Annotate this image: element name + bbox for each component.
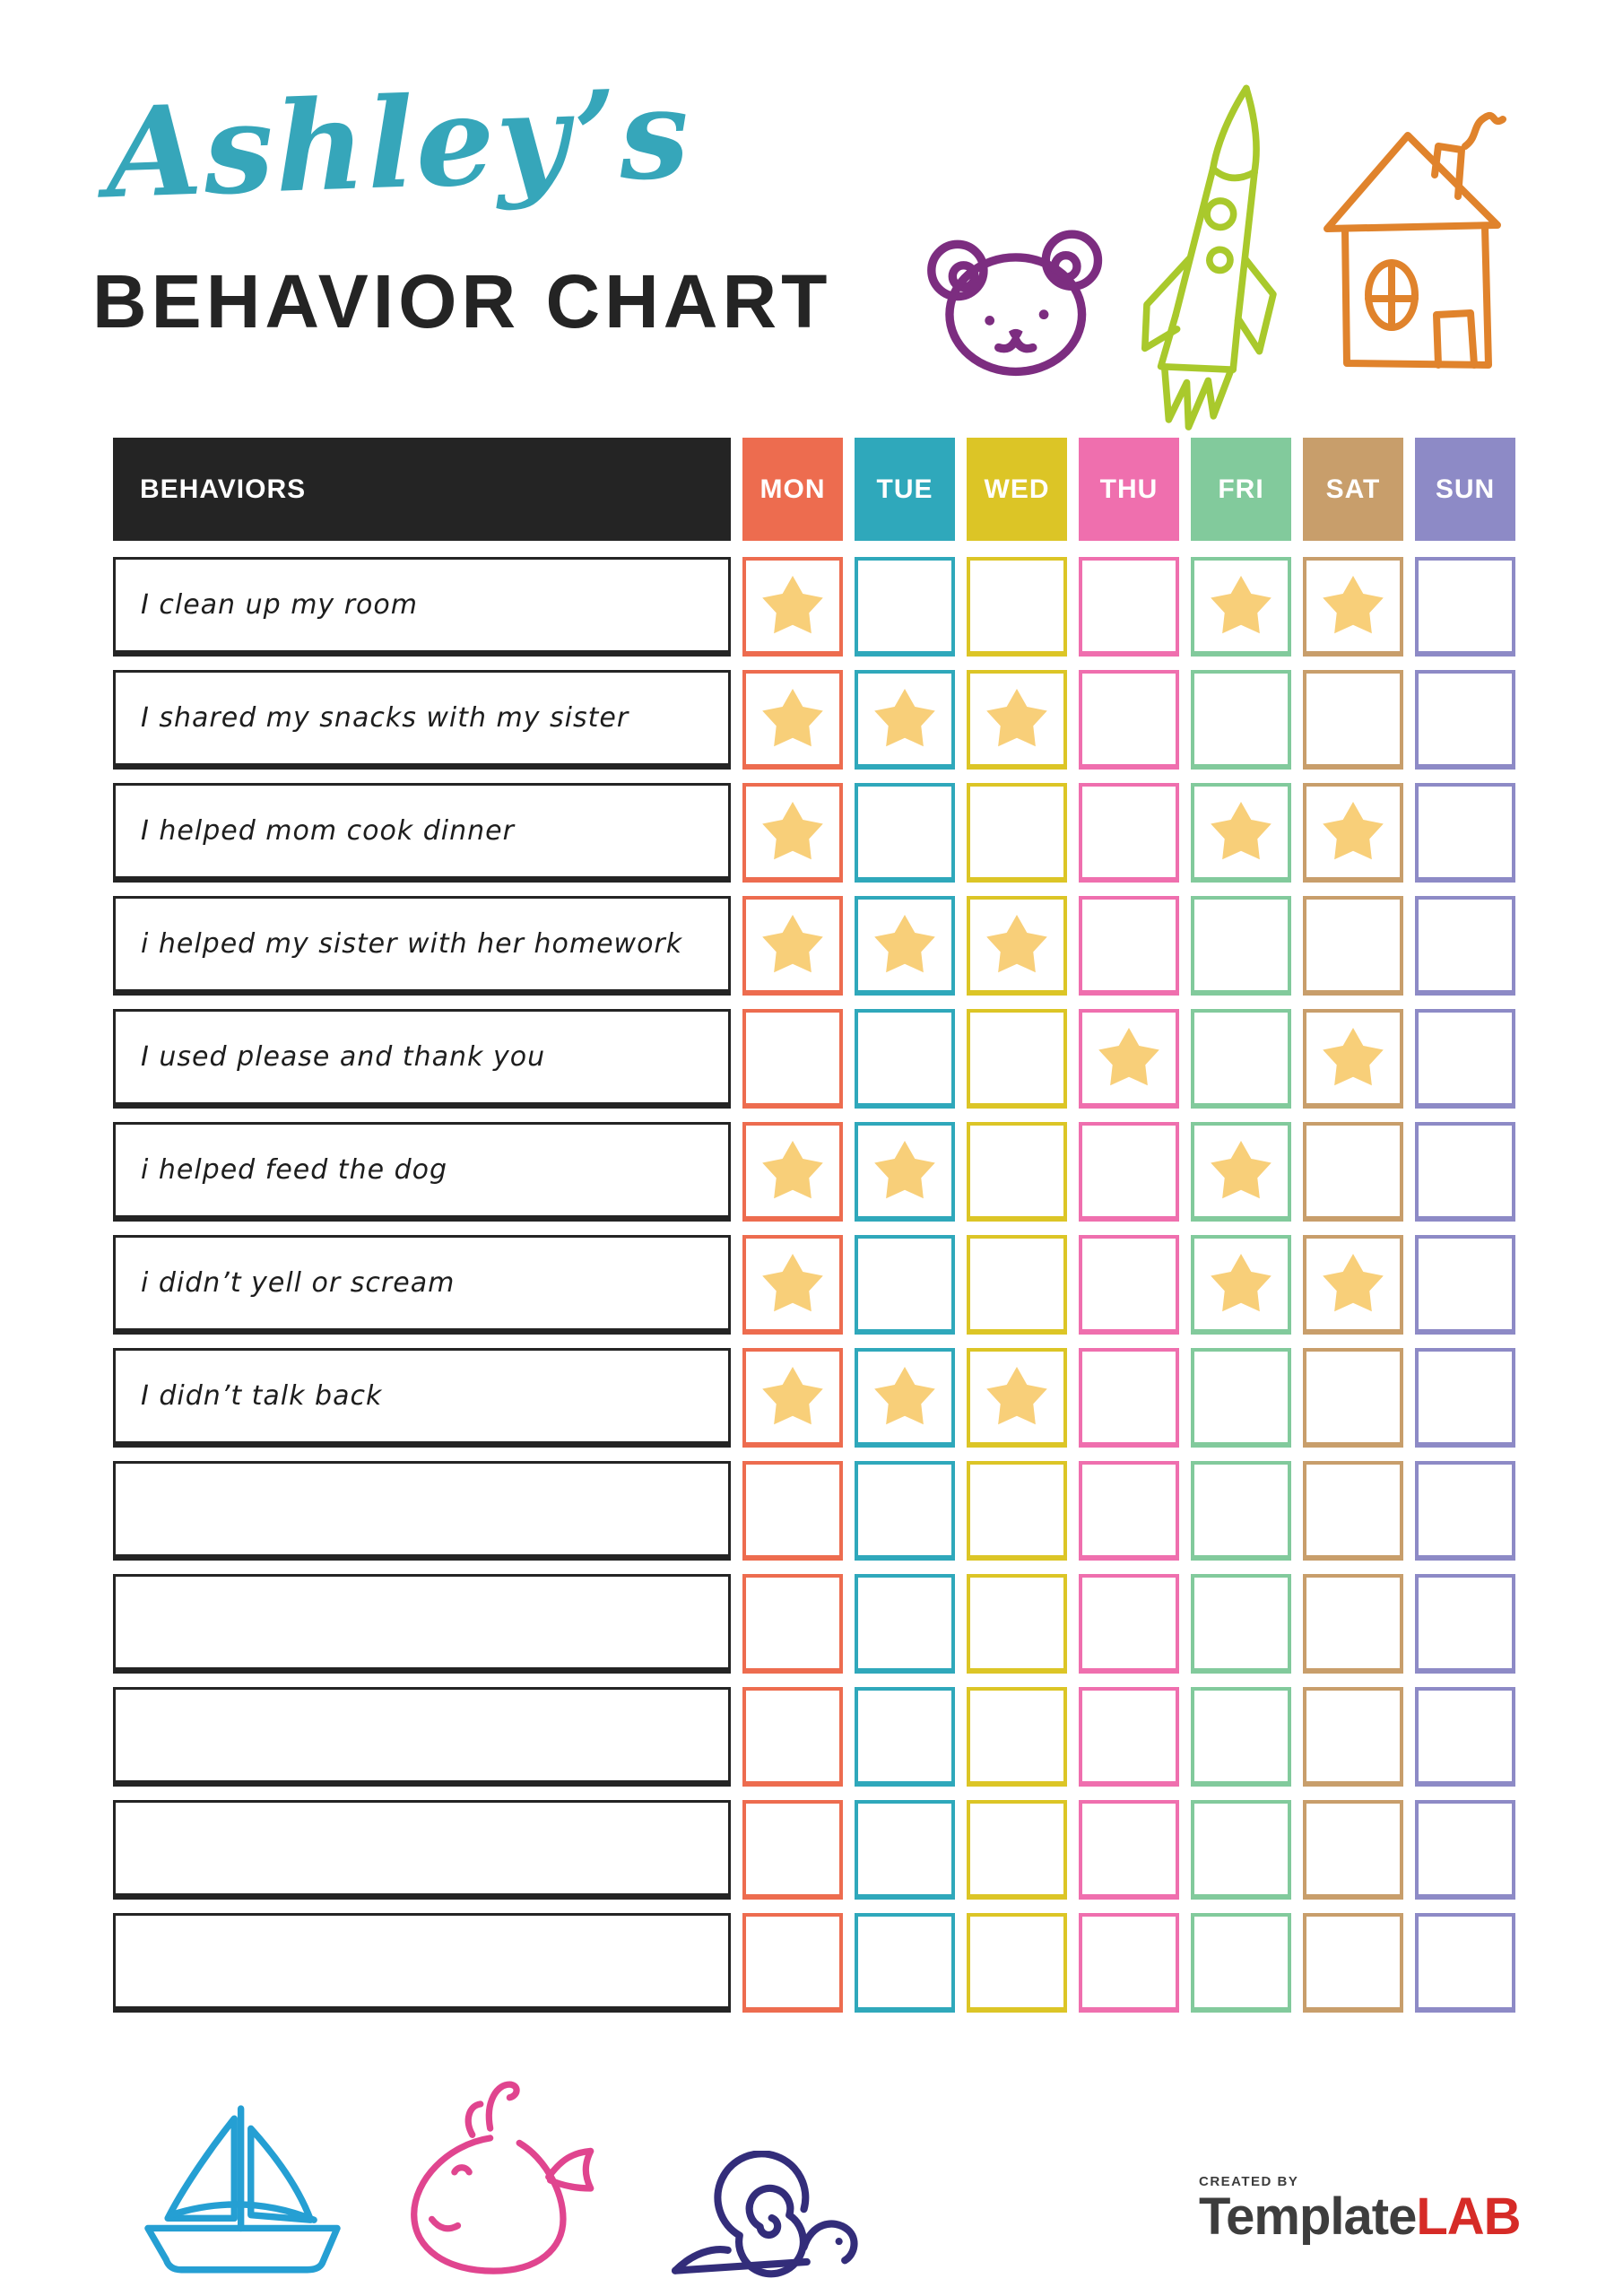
- day-cell-sat[interactable]: [1303, 783, 1403, 883]
- star-icon: [1320, 799, 1386, 865]
- day-cell-wed[interactable]: [967, 557, 1067, 657]
- day-cell-fri[interactable]: [1191, 1122, 1291, 1222]
- table-row: [113, 1913, 1519, 2013]
- day-cell-sat[interactable]: [1303, 670, 1403, 770]
- day-cell-sun[interactable]: [1415, 783, 1515, 883]
- templatelab-logo: [1199, 2174, 1521, 2246]
- day-cell-tue[interactable]: [855, 557, 955, 657]
- behavior-cell[interactable]: [113, 1574, 731, 1674]
- day-cell-wed[interactable]: [967, 1009, 1067, 1109]
- day-header-fri: FRI: [1191, 438, 1291, 541]
- behavior-cell[interactable]: i helped my sister with her homework: [113, 896, 731, 996]
- behaviors-column-header: BEHAVIORS: [113, 438, 731, 541]
- day-cell-thu[interactable]: [1079, 670, 1179, 770]
- day-cell-wed[interactable]: [967, 1235, 1067, 1335]
- day-cell-mon[interactable]: [742, 670, 843, 770]
- day-cell-wed[interactable]: [967, 1574, 1067, 1674]
- day-cell-fri[interactable]: [1191, 896, 1291, 996]
- table-row: [113, 1461, 1519, 1561]
- day-cell-mon[interactable]: [742, 1122, 843, 1222]
- day-cell-thu[interactable]: [1079, 1009, 1179, 1109]
- table-row: [113, 557, 1519, 657]
- day-header-mon: MON: [742, 438, 843, 541]
- rocket-icon: [1132, 76, 1302, 435]
- day-cell-sun[interactable]: [1415, 1122, 1515, 1222]
- day-cell-wed[interactable]: [967, 783, 1067, 883]
- day-cell-wed[interactable]: [967, 1348, 1067, 1448]
- day-cell-fri[interactable]: [1191, 1348, 1291, 1448]
- table-header-row: [113, 438, 1519, 541]
- day-cell-mon[interactable]: [742, 1913, 843, 2013]
- table-row: [113, 1009, 1519, 1109]
- table-row: [113, 1574, 1519, 1674]
- behavior-cell[interactable]: I clean up my room: [113, 557, 731, 657]
- star-icon: [759, 1251, 826, 1318]
- day-cell-thu[interactable]: [1079, 783, 1179, 883]
- table-row: [113, 1348, 1519, 1448]
- created-by-label: CREATED BY: [1199, 2174, 1299, 2189]
- day-cell-mon[interactable]: [742, 1009, 843, 1109]
- day-cell-thu[interactable]: [1079, 1913, 1179, 2013]
- star-icon: [1320, 1025, 1386, 1091]
- table-row: [113, 1800, 1519, 1900]
- star-icon: [1208, 799, 1274, 865]
- day-cell-mon[interactable]: [742, 783, 843, 883]
- day-cell-wed[interactable]: [967, 1800, 1067, 1900]
- day-cell-tue[interactable]: [855, 670, 955, 770]
- day-cell-wed[interactable]: [967, 1122, 1067, 1222]
- day-cell-thu[interactable]: [1079, 1122, 1179, 1222]
- table-row: [113, 670, 1519, 770]
- day-cell-tue[interactable]: [855, 1800, 955, 1900]
- day-cell-mon[interactable]: [742, 1348, 843, 1448]
- star-icon: [759, 686, 826, 752]
- day-cell-sun[interactable]: [1415, 1461, 1515, 1561]
- day-cell-thu[interactable]: [1079, 896, 1179, 996]
- table-row: [113, 1122, 1519, 1222]
- table-row: [113, 1235, 1519, 1335]
- day-cell-tue[interactable]: [855, 1913, 955, 2013]
- behavior-cell[interactable]: I helped mom cook dinner: [113, 783, 731, 883]
- day-cell-mon[interactable]: [742, 1574, 843, 1674]
- star-icon: [759, 1138, 826, 1205]
- day-cell-sat[interactable]: [1303, 1574, 1403, 1674]
- star-icon: [1320, 573, 1386, 639]
- day-cell-tue[interactable]: [855, 783, 955, 883]
- star-icon: [759, 1364, 826, 1431]
- day-cell-sun[interactable]: [1415, 1800, 1515, 1900]
- day-cell-sun[interactable]: [1415, 896, 1515, 996]
- day-cell-sun[interactable]: [1415, 1687, 1515, 1787]
- day-cell-fri[interactable]: [1191, 1235, 1291, 1335]
- day-cell-thu[interactable]: [1079, 1348, 1179, 1448]
- star-icon: [872, 1364, 938, 1431]
- day-cell-mon[interactable]: [742, 1235, 843, 1335]
- day-cell-mon[interactable]: [742, 1687, 843, 1787]
- day-cell-fri[interactable]: [1191, 1800, 1291, 1900]
- brand-lab-text: LAB: [1416, 2187, 1521, 2246]
- behavior-cell[interactable]: i helped feed the dog: [113, 1122, 731, 1222]
- day-cell-thu[interactable]: [1079, 1461, 1179, 1561]
- day-cell-wed[interactable]: [967, 670, 1067, 770]
- day-cell-mon[interactable]: [742, 557, 843, 657]
- behavior-cell[interactable]: I shared my snacks with my sister: [113, 670, 731, 770]
- star-icon: [1096, 1025, 1162, 1091]
- star-icon: [1208, 1251, 1274, 1318]
- day-cell-wed[interactable]: [967, 1687, 1067, 1787]
- table-row: [113, 1687, 1519, 1787]
- star-icon: [1208, 573, 1274, 639]
- day-cell-tue[interactable]: [855, 1687, 955, 1787]
- star-icon: [1320, 1251, 1386, 1318]
- star-icon: [872, 1138, 938, 1205]
- day-cell-tue[interactable]: [855, 1122, 955, 1222]
- day-cell-sat[interactable]: [1303, 557, 1403, 657]
- star-icon: [1208, 1138, 1274, 1205]
- day-cell-tue[interactable]: [855, 1348, 955, 1448]
- day-cell-sun[interactable]: [1415, 670, 1515, 770]
- sailboat-icon: [133, 2099, 352, 2278]
- table-row: [113, 783, 1519, 883]
- day-cell-mon[interactable]: [742, 1461, 843, 1561]
- table-rows: [113, 557, 1519, 2013]
- day-cell-thu[interactable]: [1079, 557, 1179, 657]
- day-cell-sat[interactable]: [1303, 1687, 1403, 1787]
- behavior-cell[interactable]: [113, 1461, 731, 1561]
- day-cell-fri[interactable]: [1191, 1461, 1291, 1561]
- day-cell-sat[interactable]: [1303, 1235, 1403, 1335]
- behavior-cell[interactable]: [113, 1913, 731, 2013]
- day-cell-sat[interactable]: [1303, 1122, 1403, 1222]
- day-cell-sun[interactable]: [1415, 1235, 1515, 1335]
- day-cell-sun[interactable]: [1415, 1009, 1515, 1109]
- day-cell-sat[interactable]: [1303, 1800, 1403, 1900]
- behavior-cell[interactable]: I didn’t talk back: [113, 1348, 731, 1448]
- behavior-cell[interactable]: [113, 1800, 731, 1900]
- star-icon: [759, 799, 826, 865]
- day-cell-fri[interactable]: [1191, 1687, 1291, 1787]
- behavior-chart-table: [113, 438, 1519, 2026]
- day-cell-sat[interactable]: [1303, 896, 1403, 996]
- day-cell-tue[interactable]: [855, 1235, 955, 1335]
- star-icon: [984, 912, 1050, 978]
- day-cell-tue[interactable]: [855, 1574, 955, 1674]
- day-cell-thu[interactable]: [1079, 1800, 1179, 1900]
- star-icon: [759, 912, 826, 978]
- day-cell-thu[interactable]: [1079, 1687, 1179, 1787]
- day-header-sun: SUN: [1415, 438, 1515, 541]
- day-header-tue: TUE: [855, 438, 955, 541]
- day-header-wed: WED: [967, 438, 1067, 541]
- day-header-sat: SAT: [1303, 438, 1403, 541]
- star-icon: [872, 912, 938, 978]
- day-cell-tue[interactable]: [855, 1009, 955, 1109]
- day-cell-sun[interactable]: [1415, 1348, 1515, 1448]
- day-cell-sat[interactable]: [1303, 1348, 1403, 1448]
- star-icon: [984, 1364, 1050, 1431]
- day-cell-fri[interactable]: [1191, 1009, 1291, 1109]
- day-header-thu: THU: [1079, 438, 1179, 541]
- behavior-cell[interactable]: i didn’t yell or scream: [113, 1235, 731, 1335]
- day-cell-fri[interactable]: [1191, 670, 1291, 770]
- day-cell-sat[interactable]: [1303, 1461, 1403, 1561]
- day-cell-wed[interactable]: [967, 896, 1067, 996]
- day-cell-thu[interactable]: [1079, 1574, 1179, 1674]
- day-cell-fri[interactable]: [1191, 1574, 1291, 1674]
- day-cell-sun[interactable]: [1415, 1913, 1515, 2013]
- day-cell-sat[interactable]: [1303, 1009, 1403, 1109]
- bear-icon: [915, 224, 1121, 377]
- day-cell-mon[interactable]: [742, 1800, 843, 1900]
- day-cell-sun[interactable]: [1415, 557, 1515, 657]
- table-row: [113, 896, 1519, 996]
- day-cell-tue[interactable]: [855, 1461, 955, 1561]
- whale-icon: [386, 2070, 614, 2281]
- star-icon: [759, 573, 826, 639]
- behavior-cell[interactable]: I used please and thank you: [113, 1009, 731, 1109]
- day-cell-sat[interactable]: [1303, 1913, 1403, 2013]
- day-cell-fri[interactable]: [1191, 783, 1291, 883]
- star-icon: [984, 686, 1050, 752]
- snail-icon: [655, 2151, 874, 2285]
- day-cell-wed[interactable]: [967, 1913, 1067, 2013]
- day-cell-fri[interactable]: [1191, 1913, 1291, 2013]
- day-cell-thu[interactable]: [1079, 1235, 1179, 1335]
- page-title-name: Ashley’s: [103, 59, 693, 227]
- day-cell-sun[interactable]: [1415, 1574, 1515, 1674]
- day-cell-mon[interactable]: [742, 896, 843, 996]
- house-icon: [1309, 103, 1533, 372]
- day-cell-tue[interactable]: [855, 896, 955, 996]
- page-title: BEHAVIOR CHART: [92, 259, 832, 344]
- behavior-cell[interactable]: [113, 1687, 731, 1787]
- day-cell-fri[interactable]: [1191, 557, 1291, 657]
- day-cell-wed[interactable]: [967, 1461, 1067, 1561]
- brand-template-text: Template: [1199, 2187, 1417, 2246]
- star-icon: [872, 686, 938, 752]
